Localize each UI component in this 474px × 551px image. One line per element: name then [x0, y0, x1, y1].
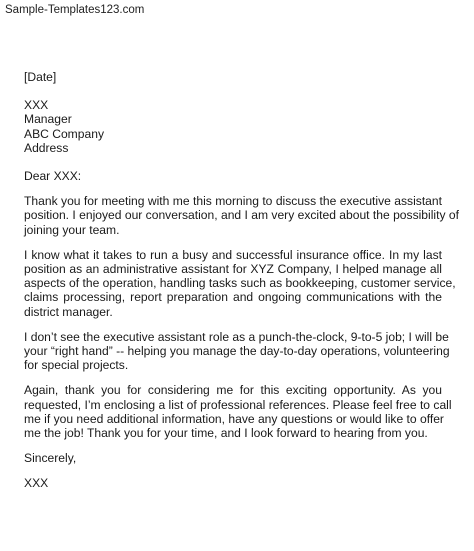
paragraph-line: joining your team.	[24, 222, 120, 237]
recipient-title: Manager	[24, 112, 72, 127]
paragraph-line: aspects of the operation, handling tasks such as bookkeeping, customer service,	[24, 276, 456, 291]
paragraph-line: I know what it takes to run a busy and successful insurance office. In my last	[24, 247, 442, 262]
paragraph-4	[24, 383, 452, 441]
letter-body	[24, 70, 459, 491]
recipient-company: ABC Company	[24, 126, 104, 141]
paragraph-line: district manager.	[24, 304, 113, 319]
paragraph-line: position. I enjoyed our conversation, and I am very excited about the possibility of	[24, 208, 459, 223]
paragraph-3	[24, 329, 450, 373]
paragraph-2	[24, 247, 456, 319]
watermark-text: Sample-Templates123.com	[5, 4, 145, 16]
paragraph-line: me if you need additional information, have any questions or would like to offer	[24, 411, 444, 426]
salutation: Dear XXX:	[24, 169, 82, 184]
paragraph-line: your “right hand” -- helping you manage the day-to-day operations, volunteering	[24, 344, 450, 359]
recipient-address: Address	[24, 140, 69, 155]
recipient-name: XXX	[24, 98, 49, 113]
closing: Sincerely,	[24, 451, 77, 466]
paragraph-1	[24, 194, 459, 237]
paragraph-line: position as an administrative assistant for XYZ Company, I helped manage all	[24, 262, 442, 277]
paragraph-line: requested, I’m enclosing a list of professional references. Please feel free to call	[24, 397, 452, 412]
paragraph-line: I don’t see the executive assistant role as a punch-the-clock, 9-to-5 job; I will be	[24, 329, 449, 344]
letter-date: [Date]	[24, 70, 57, 84]
paragraph-line: Thank you for meeting with me this morning to discuss the executive assistant	[24, 194, 442, 209]
signature-name: XXX	[24, 476, 49, 491]
paragraph-line: me the job! Thank you for your time, and I look forward to hearing from you.	[24, 426, 428, 441]
paragraph-line: claims processing, report preparation and ongoing communications with the	[24, 290, 442, 305]
paragraph-line: for special projects.	[24, 358, 129, 373]
paragraph-line: Again, thank you for considering me for this exciting opportunity. As you	[24, 383, 442, 398]
